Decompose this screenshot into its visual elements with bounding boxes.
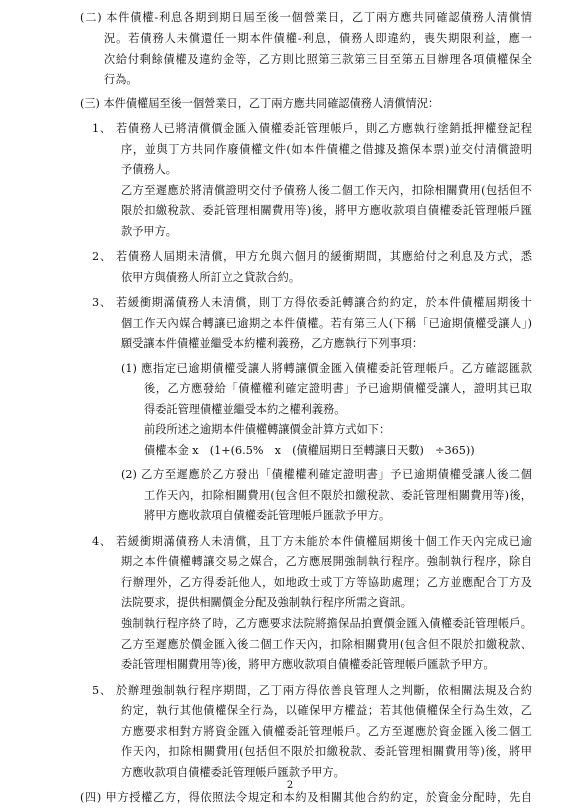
text-line: 方應要求相對方將資金匯入債權委託管理帳戶。乙方至遲應於資金匯入後二個工	[121, 725, 532, 738]
text-line: 3、 若緩衝期滿債務人未清償，則丁方得依委託轉讓合約約定，於本件債權屆期後十	[92, 296, 532, 309]
text-line: (2) 乙方至遲應於乙方發出「債權權利確定證明書」予已逾期債權受讓人後二個	[121, 468, 532, 481]
text-line: 5、 於辦理強制執行程序期間，乙丁兩方得依善良管理人之判斷，依相關法規及合約	[92, 684, 532, 697]
text-line: 依甲方與債務人所訂立之貸款合約。	[121, 271, 301, 284]
text-line: 約定，執行其他債權保全行為，以確保甲方權益；若其他債權保全行為生效，乙	[121, 704, 532, 717]
text-line: 前段所述之逾期本件債權轉讓價金計算方式如下：	[144, 423, 391, 436]
text-line: (二) 本件債權-利息各期到期日屆至後一個營業日，乙丁兩方應共同確認債務人清償情	[80, 11, 532, 24]
text-line: 工作天內，扣除相關費用(包含但不限於扣繳稅款、委託管理相關費用等)後，	[144, 489, 532, 502]
text-line: 作天內，扣除相關費用(包括但不限於扣繳稅款、委託管理相關費用等)後，將甲	[121, 745, 532, 758]
text-line: 予債務人。	[121, 163, 177, 176]
text-line: 乙方至遲應於價金匯入後二個工作天內，扣除相關費用(包含但不限於扣繳稅款、	[121, 638, 532, 651]
text-line: 期之本件債權轉讓交易之媒合，乙方應展開強制執行程序。強制執行程序，除自	[121, 555, 532, 568]
text-line: 2、 若債務人屆期未清償，甲方允與六個月的緩衝期間，其應給付之利息及方式，悉	[92, 250, 532, 263]
text-line: 將甲方應收款項自債權委託管理帳戶匯款予甲方。	[144, 509, 391, 522]
text-line: (1) 應指定已逾期債權受讓人將轉讓價金匯入債權委託管理帳戶。乙方確認匯款	[121, 362, 532, 375]
text-line: 1、 若債務人已將清償價金匯入債權委託管理帳戶，則乙方應執行塗銷抵押權登記程	[92, 122, 532, 135]
text-line: 得委託管理債權並繼受本約之權利義務。	[144, 403, 346, 416]
text-line: 行辦理外，乙方得委託他人，如地政士或丁方等協助處理；乙方並應配合丁方及	[121, 576, 532, 589]
text-line: 次給付剩餘債權及違約金等，乙方則比照第三款第三目至第五目辦理各項債權保全	[104, 53, 532, 66]
text-line: 限於扣繳稅款、委託管理相關費用等)後，將甲方應收款項自債權委託管理帳戶匯	[121, 204, 532, 217]
text-line: 委託管理相關費用等)後，將甲方應收款項自債權委託管理帳戶匯款予甲方。	[121, 658, 495, 671]
text-line: 乙方至遲應於將清償證明交付予債務人後二個工作天內，扣除相關費用(包括但不	[121, 184, 532, 197]
text-line: 4、 若緩衝期滿債務人未清償，且丁方未能於本件債權屆期後十個工作天內完成已逾	[92, 535, 532, 548]
text-line: 序，並與丁方共同作廢債權文件(如本件債權之借據及擔保本票)並交付清償證明	[121, 143, 532, 156]
text-line: 債權本金 x (1+(6.5% x (債權屆期日至轉讓日天數) ÷365))	[144, 444, 475, 457]
text-line: 後，乙方應發給「債權權利確定證明書」予已逾期債權受讓人，證明其已取	[144, 382, 532, 395]
text-line: (四) 甲方授權乙方，得依照法令規定和本約及相關其他合約約定，於資金分配時，先自	[80, 791, 532, 804]
text-line: 強制執行程序終了時，乙方應要求法院將擔保品拍賣價金匯入債權委託管理帳戶。	[121, 617, 532, 630]
text-line: 款予甲方。	[121, 225, 177, 238]
text-line: 法院要求，提供相關價金分配及強制執行程序所需之資訊。	[121, 596, 412, 609]
page-number: 2	[286, 780, 294, 791]
text-line: 行為。	[104, 73, 138, 86]
text-line: 願受讓本件債權並繼受本約權利義務，乙方應執行下列事項：	[121, 337, 424, 350]
text-line: 況。若債務人未償還任一期本件債權-利息，債務人即違約，喪失期限利益，應一	[104, 32, 532, 45]
text-line: (三) 本件債權屆至後一個營業日，乙丁兩方應共同確認債務人清償情況：	[80, 97, 440, 110]
text-line: 個工作天內媒合轉讓已逾期之本件債權。若有第三人(下稱「已逾期債權受讓人」)	[121, 317, 532, 330]
text-line: 方應收款項自債權委託管理帳戶匯款予甲方。	[121, 766, 345, 779]
